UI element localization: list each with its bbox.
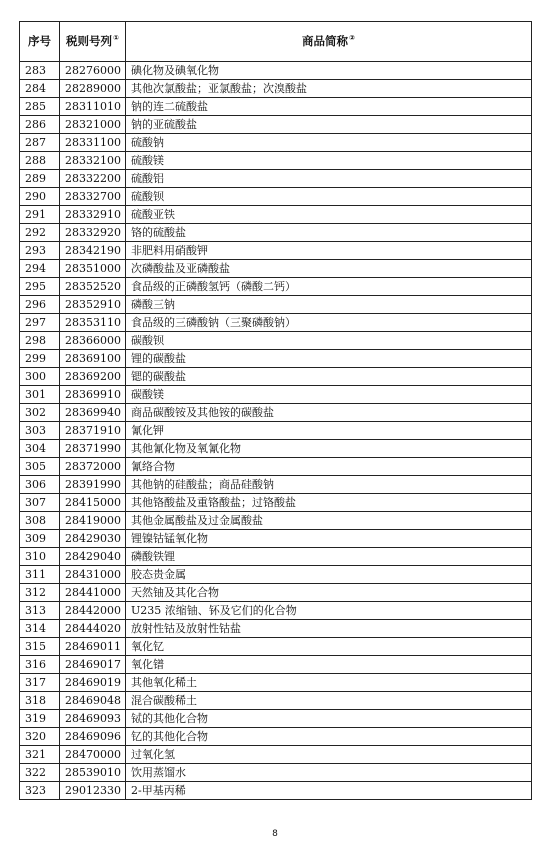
table-row (20, 710, 532, 728)
cell-name: 氰化钾 (126, 422, 532, 440)
cell-code: 28353110 (60, 314, 126, 332)
cell-seq: 287 (20, 134, 60, 152)
cell-name: 氰络合物 (126, 458, 532, 476)
table-row (20, 764, 532, 782)
table-row (20, 278, 532, 296)
cell-code: 28371990 (60, 440, 126, 458)
table-row (20, 188, 532, 206)
cell-name: 胶态贵金属 (126, 566, 532, 584)
cell-seq: 291 (20, 206, 60, 224)
cell-code: 28441000 (60, 584, 126, 602)
cell-name: 食品级的正磷酸氢钙（磷酸二钙） (126, 278, 532, 296)
cell-code: 29012330 (60, 782, 126, 800)
table-row (20, 242, 532, 260)
table-row (20, 494, 532, 512)
header-seq: 序号 (20, 22, 60, 62)
cell-name: 钠的亚硫酸盐 (126, 116, 532, 134)
cell-seq: 316 (20, 656, 60, 674)
cell-seq: 302 (20, 404, 60, 422)
cell-seq: 283 (20, 62, 60, 80)
cell-code: 28369100 (60, 350, 126, 368)
cell-seq: 310 (20, 548, 60, 566)
cell-name: 饮用蒸馏水 (126, 764, 532, 782)
cell-code: 28469019 (60, 674, 126, 692)
cell-seq: 295 (20, 278, 60, 296)
cell-name: 食品级的三磷酸钠（三聚磷酸钠） (126, 314, 532, 332)
cell-seq: 294 (20, 260, 60, 278)
cell-seq: 303 (20, 422, 60, 440)
cell-name: 钠的连二硫酸盐 (126, 98, 532, 116)
cell-seq: 285 (20, 98, 60, 116)
table-row (20, 332, 532, 350)
cell-code: 28366000 (60, 332, 126, 350)
cell-seq: 298 (20, 332, 60, 350)
cell-seq: 299 (20, 350, 60, 368)
cell-seq: 289 (20, 170, 60, 188)
cell-seq: 286 (20, 116, 60, 134)
table-row (20, 62, 532, 80)
cell-seq: 309 (20, 530, 60, 548)
cell-name: 硫酸铝 (126, 170, 532, 188)
table-row (20, 152, 532, 170)
cell-seq: 319 (20, 710, 60, 728)
cell-name: 其他金属酸盐及过金属酸盐 (126, 512, 532, 530)
cell-code: 28429040 (60, 548, 126, 566)
cell-seq: 307 (20, 494, 60, 512)
cell-seq: 293 (20, 242, 60, 260)
cell-name: 碳酸镁 (126, 386, 532, 404)
cell-seq: 296 (20, 296, 60, 314)
cell-code: 28469048 (60, 692, 126, 710)
cell-seq: 304 (20, 440, 60, 458)
table-row (20, 656, 532, 674)
cell-seq: 297 (20, 314, 60, 332)
cell-code: 28470000 (60, 746, 126, 764)
cell-name: 硫酸亚铁 (126, 206, 532, 224)
cell-seq: 300 (20, 368, 60, 386)
cell-code: 28419000 (60, 512, 126, 530)
cell-seq: 305 (20, 458, 60, 476)
header-name-footnote-mark: ② (349, 34, 355, 43)
table-row (20, 728, 532, 746)
cell-code: 28444020 (60, 620, 126, 638)
cell-name: 锶的碳酸盐 (126, 368, 532, 386)
cell-name: 混合碳酸稀土 (126, 692, 532, 710)
cell-name: 非肥料用硝酸钾 (126, 242, 532, 260)
cell-code: 28391990 (60, 476, 126, 494)
table-row (20, 476, 532, 494)
table-row (20, 134, 532, 152)
cell-code: 28332100 (60, 152, 126, 170)
table-row (20, 782, 532, 800)
table-row (20, 98, 532, 116)
cell-code: 28369200 (60, 368, 126, 386)
cell-code: 28311010 (60, 98, 126, 116)
cell-seq: 312 (20, 584, 60, 602)
cell-code: 28539010 (60, 764, 126, 782)
table-row (20, 296, 532, 314)
cell-code: 28332700 (60, 188, 126, 206)
cell-name: U235 浓缩铀、钚及它们的化合物 (126, 602, 532, 620)
table-row (20, 620, 532, 638)
table-row (20, 80, 532, 98)
header-code: 税则号列① (60, 22, 126, 62)
cell-name: 氧化镨 (126, 656, 532, 674)
header-code-footnote-mark: ① (113, 34, 119, 43)
header-name: 商品简称② (126, 22, 532, 62)
cell-code: 28469093 (60, 710, 126, 728)
cell-name: 天然铀及其化合物 (126, 584, 532, 602)
cell-seq: 321 (20, 746, 60, 764)
table-row (20, 170, 532, 188)
table-row (20, 530, 532, 548)
cell-seq: 322 (20, 764, 60, 782)
table-row (20, 512, 532, 530)
table-row (20, 386, 532, 404)
table-row (20, 548, 532, 566)
cell-code: 28372000 (60, 458, 126, 476)
cell-name: 碘化物及碘氧化物 (126, 62, 532, 80)
cell-code: 28469011 (60, 638, 126, 656)
table-row (20, 440, 532, 458)
cell-name: 氧化钇 (126, 638, 532, 656)
header-row (20, 22, 532, 62)
cell-name: 其他氰化物及氧氰化物 (126, 440, 532, 458)
cell-seq: 320 (20, 728, 60, 746)
cell-seq: 290 (20, 188, 60, 206)
cell-seq: 317 (20, 674, 60, 692)
cell-name: 次磷酸盐及亚磷酸盐 (126, 260, 532, 278)
table-header (20, 22, 532, 62)
cell-name: 其他钠的硅酸盐；商品硅酸钠 (126, 476, 532, 494)
cell-name: 锂镍钴锰氧化物 (126, 530, 532, 548)
cell-code: 28351000 (60, 260, 126, 278)
cell-seq: 288 (20, 152, 60, 170)
table-row (20, 458, 532, 476)
cell-seq: 292 (20, 224, 60, 242)
cell-code: 28369940 (60, 404, 126, 422)
cell-code: 28429030 (60, 530, 126, 548)
cell-name: 铽的其他化合物 (126, 710, 532, 728)
table-row (20, 404, 532, 422)
page-number: 8 (272, 829, 278, 839)
table-row (20, 116, 532, 134)
cell-code: 28431000 (60, 566, 126, 584)
cell-code: 28321000 (60, 116, 126, 134)
cell-code: 28289000 (60, 80, 126, 98)
cell-code: 28371910 (60, 422, 126, 440)
table-body (20, 62, 532, 800)
cell-code: 28332910 (60, 206, 126, 224)
cell-name: 商品碳酸铵及其他铵的碳酸盐 (126, 404, 532, 422)
table-row (20, 206, 532, 224)
cell-seq: 313 (20, 602, 60, 620)
cell-seq: 308 (20, 512, 60, 530)
cell-code: 28469096 (60, 728, 126, 746)
cell-name: 其他铬酸盐及重铬酸盐；过铬酸盐 (126, 494, 532, 512)
cell-name: 锂的碳酸盐 (126, 350, 532, 368)
cell-name: 铬的硫酸盐 (126, 224, 532, 242)
table-row (20, 314, 532, 332)
cell-name: 其他次氯酸盐；亚氯酸盐；次溴酸盐 (126, 80, 532, 98)
table-row (20, 368, 532, 386)
cell-code: 28332920 (60, 224, 126, 242)
table-row (20, 674, 532, 692)
cell-seq: 306 (20, 476, 60, 494)
table-row (20, 260, 532, 278)
cell-name: 碳酸钡 (126, 332, 532, 350)
cell-seq: 318 (20, 692, 60, 710)
table-row (20, 422, 532, 440)
cell-name: 硫酸镁 (126, 152, 532, 170)
cell-seq: 315 (20, 638, 60, 656)
cell-code: 28369910 (60, 386, 126, 404)
cell-name: 钇的其他化合物 (126, 728, 532, 746)
cell-name: 硫酸钡 (126, 188, 532, 206)
cell-name: 放射性钴及放射性钴盐 (126, 620, 532, 638)
cell-seq: 311 (20, 566, 60, 584)
table-row (20, 692, 532, 710)
table-row (20, 224, 532, 242)
cell-code: 28352520 (60, 278, 126, 296)
cell-code: 28332200 (60, 170, 126, 188)
cell-seq: 284 (20, 80, 60, 98)
cell-seq: 314 (20, 620, 60, 638)
cell-seq: 323 (20, 782, 60, 800)
cell-code: 28415000 (60, 494, 126, 512)
table-row (20, 584, 532, 602)
cell-name: 磷酸三钠 (126, 296, 532, 314)
cell-name: 过氧化氢 (126, 746, 532, 764)
cell-name: 硫酸钠 (126, 134, 532, 152)
table-row (20, 638, 532, 656)
cell-code: 28352910 (60, 296, 126, 314)
cell-code: 28331100 (60, 134, 126, 152)
table-row (20, 602, 532, 620)
table-row (20, 350, 532, 368)
cell-code: 28469017 (60, 656, 126, 674)
cell-name: 磷酸铁锂 (126, 548, 532, 566)
tariff-table (19, 21, 532, 800)
cell-name: 2-甲基丙稀 (126, 782, 532, 800)
cell-code: 28442000 (60, 602, 126, 620)
cell-name: 其他氧化稀土 (126, 674, 532, 692)
cell-code: 28276000 (60, 62, 126, 80)
cell-code: 28342190 (60, 242, 126, 260)
table-row (20, 566, 532, 584)
cell-seq: 301 (20, 386, 60, 404)
table-row (20, 746, 532, 764)
